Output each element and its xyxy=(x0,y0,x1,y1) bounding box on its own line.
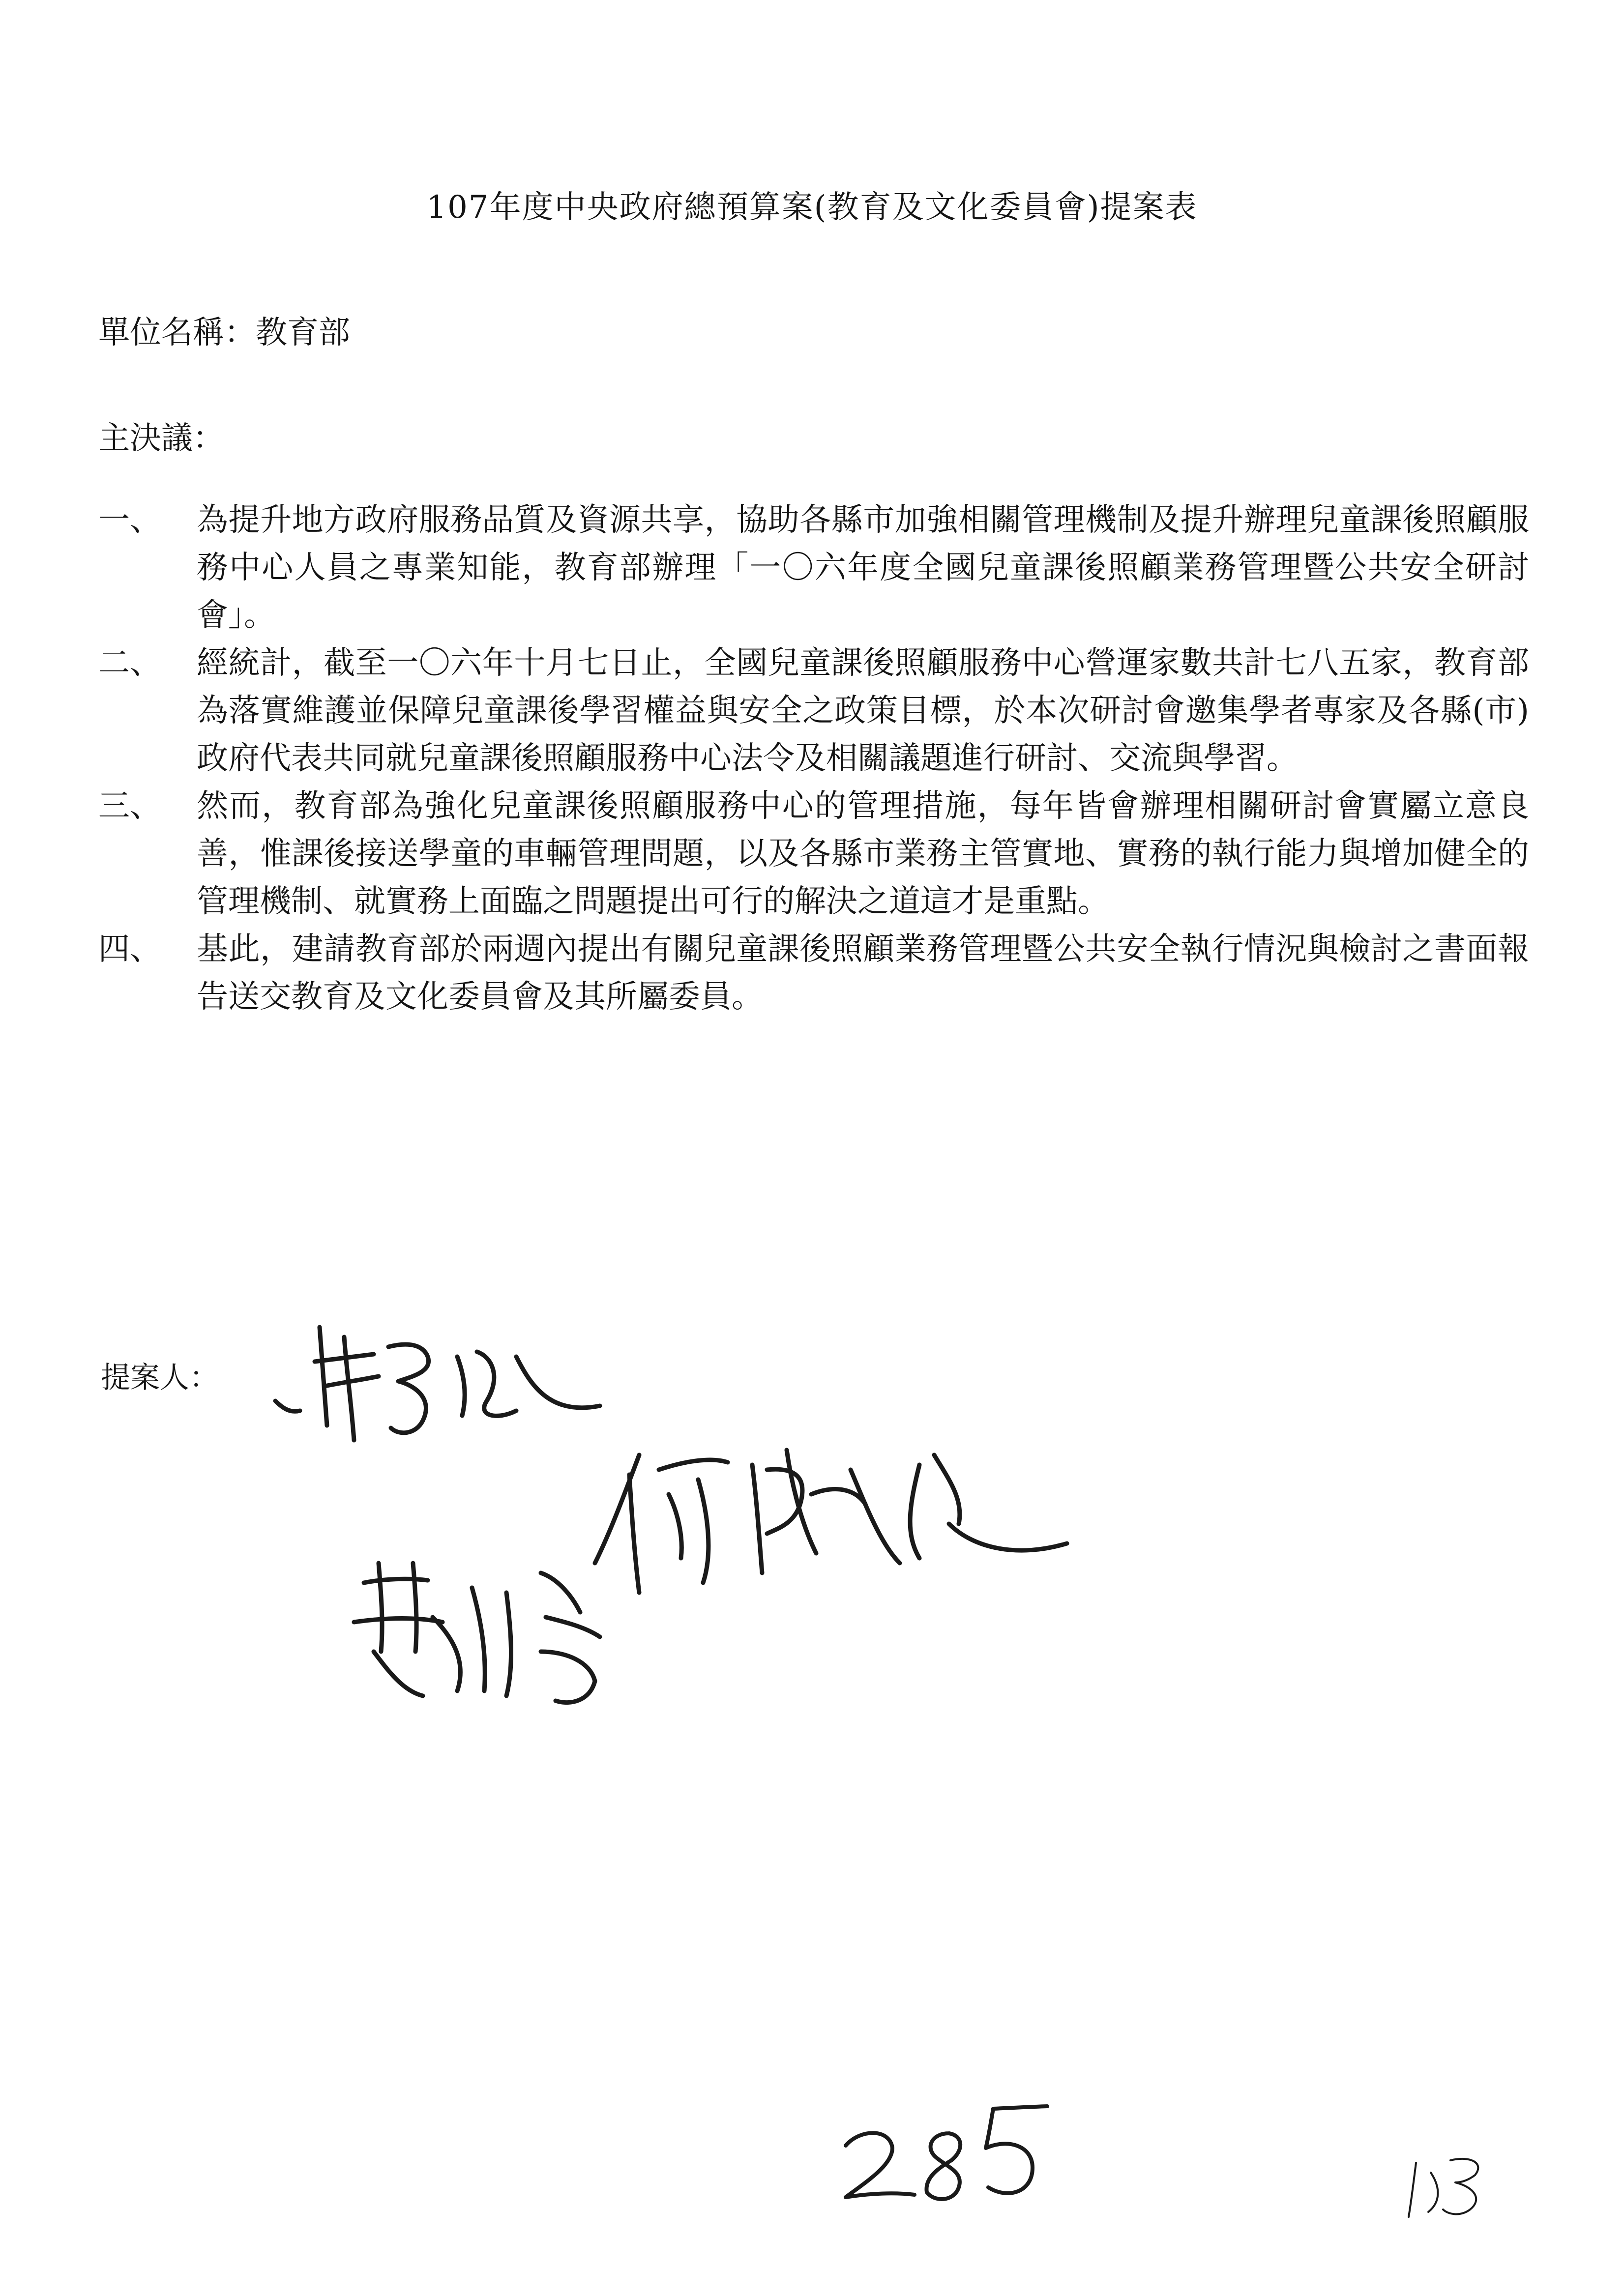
signature-3 xyxy=(354,1563,600,1703)
main-resolution-label: 主決議： xyxy=(98,420,224,457)
proposer-label: 提案人： xyxy=(101,1361,219,1395)
signature-1 xyxy=(275,1327,600,1440)
item-text: 為提升地方政府服務品質及資源共享，協助各縣市加強相關管理機制及提升辦理兒童課後照顧服務中心人員之專業知能，教育部辦理「一〇六年度全國兒童課後照顧業務管理暨公共安全研討會」。 xyxy=(197,502,1529,634)
document-title: 107年度中央政府總預算案(教育及文化委員會)提案表 xyxy=(426,189,1198,226)
item-number: 四、 xyxy=(98,931,161,967)
unit-name-value: 教育部 xyxy=(256,315,350,351)
item-number: 二、 xyxy=(98,645,161,681)
resolution-item xyxy=(98,496,1529,639)
item-text: 基此，建請教育部於兩週內提出有關兒童課後照顧業務管理暨公共安全執行情況與檢討之書面報告送交教育及文化委員會及其所屬委員。 xyxy=(197,931,1529,1015)
item-text: 經統計，截至一〇六年十月七日止，全國兒童課後照顧服務中心營運家數共計七八五家，教育部為落實維護並保障兒童課後學習權益與安全之政策目標，於本次研討會邀集學者專家及各縣(市)政府代表共同就兒童課後照顧服務中心法令及相關議題進行研討、交流與學習。 xyxy=(197,645,1529,777)
resolution-item xyxy=(98,783,1529,926)
item-number: 一、 xyxy=(98,502,161,538)
resolution-item xyxy=(98,926,1529,1021)
item-number: 三、 xyxy=(98,788,161,824)
resolution-item xyxy=(98,639,1529,783)
resolution-items xyxy=(98,496,1529,1021)
unit-name-field xyxy=(98,307,350,352)
item-text: 然而，教育部為強化兒童課後照顧服務中心的管理措施，每年皆會辦理相關研討會實屬立意良善，惟課後接送學童的車輛管理問題，以及各縣市業務主管實地、實務的執行能力與增加健全的管理機制、就實務上面臨之問題提出可行的解決之道這才是重點。 xyxy=(197,788,1529,920)
signature-2 xyxy=(595,1450,1067,1593)
faint-corner-mark xyxy=(1409,2159,1478,2217)
unit-name-label: 單位名稱： xyxy=(98,315,256,351)
handwritten-page-number xyxy=(846,2106,1047,2199)
